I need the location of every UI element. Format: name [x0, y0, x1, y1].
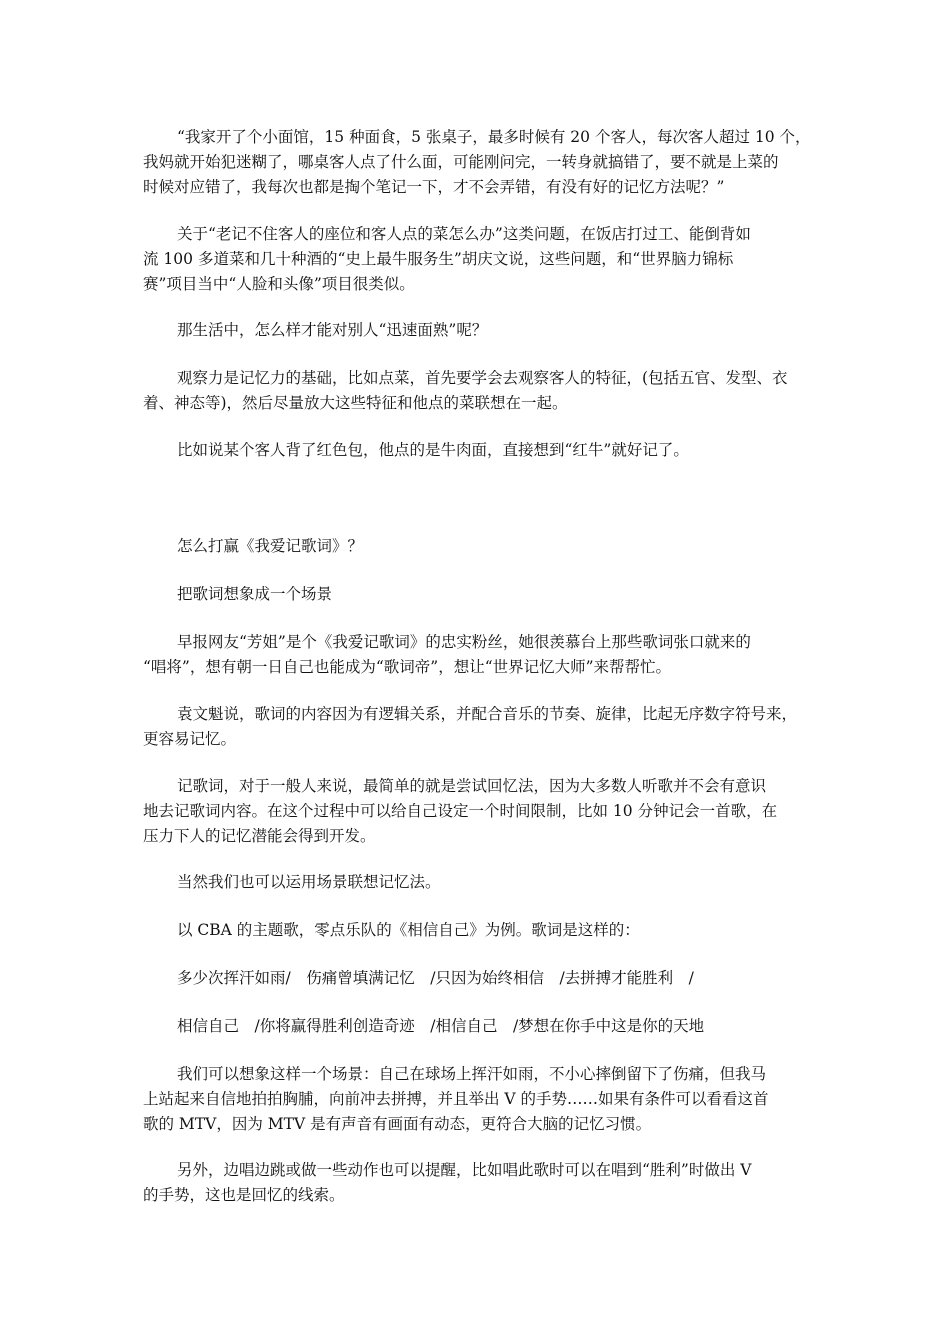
- paragraph-line: 以 CBA 的主题歌，零点乐队的《相信自己》为例。歌词是这样的：: [177, 921, 640, 939]
- paragraph-cba-example: [143, 918, 813, 943]
- paragraph-line: 着、神态等)，然后尽量放大这些特征和他点的菜联想在一起。: [143, 394, 568, 412]
- paragraph-line: 地去记歌词内容。在这个过程中可以给自己设定一个时间限制，比如 10 分钟记会一首歌，在: [143, 802, 778, 820]
- paragraph-red-bull-example: [143, 438, 813, 463]
- paragraph-line: 时候对应错了，我每次也都是掏个笔记一下，才不会弄错，有没有好的记忆方法呢？”: [143, 178, 725, 196]
- paragraph-sing-and-dance: [143, 1158, 813, 1208]
- paragraph-line: 比如说某个客人背了红色包，他点的是牛肉面，直接想到“红牛”就好记了。: [177, 441, 689, 459]
- paragraph-line: 相信自己 /你将赢得胜利创造奇迹 /相信自己 /梦想在你手中这是你的天地: [177, 1017, 705, 1035]
- paragraph-line: 袁文魁说，歌词的内容因为有逻辑关系，并配合音乐的节奏、旋律，比起无序数字符号来，: [177, 705, 798, 723]
- paragraph-line: “我家开了个小面馆，15 种面食，5 张桌子，最多时候有 20 个客人，每次客人超过 10 个，: [177, 128, 811, 146]
- paragraph-yuan-wenkui: [143, 702, 813, 752]
- paragraph-line: 我妈就开始犯迷糊了，哪桌客人点了什么面，可能刚问完，一转身就搞错了，要不就是上菜的: [143, 153, 779, 171]
- paragraph-line: 的手势，这也是回忆的线索。: [143, 1186, 345, 1204]
- paragraph-quick-familiar: [143, 318, 813, 343]
- paragraph-line: 压力下人的记忆潜能会得到开发。: [143, 827, 376, 845]
- paragraph-line: 观察力是记忆力的基础，比如点菜，首先要学会去观察客人的特征，(包括五官、发型、衣: [177, 369, 788, 387]
- paragraph-line: 歌的 MTV，因为 MTV 是有声音有画面有动态，更符合大脑的记忆习惯。: [143, 1115, 652, 1133]
- paragraph-restaurant-question: [143, 125, 813, 200]
- paragraph-line: 那生活中，怎么样才能对别人“迅速面熟”呢？: [177, 321, 488, 339]
- paragraph-line: 另外，边唱边跳或做一些动作也可以提醒，比如唱此歌时可以在唱到“胜利”时做出 V: [177, 1161, 752, 1179]
- section-subheading-scene: [143, 582, 813, 607]
- lyrics-line-2: [143, 1014, 813, 1039]
- paragraph-scene-association: [143, 870, 813, 895]
- paragraph-line: 上站起来自信地拍拍胸脯，向前冲去拼搏，并且举出 V 的手势……如果有条件可以看看这首: [143, 1090, 769, 1108]
- paragraph-line: 早报网友“芳姐”是个《我爱记歌词》的忠实粉丝，她很羡慕台上那些歌词张口就来的: [177, 633, 751, 651]
- section-heading-lyrics: [143, 534, 813, 559]
- paragraph-line: 关于“老记不住客人的座位和客人点的菜怎么办”这类问题，在饭店打过工、能倒背如: [177, 225, 751, 243]
- paragraph-imagine-scene: [143, 1062, 813, 1137]
- paragraph-line: 更容易记忆。: [143, 730, 237, 748]
- paragraph-line: “唱将”，想有朝一日自己也能成为“歌词帝”，想让“世界记忆大师”来帮帮忙。: [143, 658, 672, 676]
- paragraph-line: 记歌词，对于一般人来说，最简单的就是尝试回忆法，因为大多数人听歌并不会有意识: [177, 777, 767, 795]
- paragraph-line: 多少次挥汗如雨/ 伤痛曾填满记忆 /只因为始终相信 /去拼搏才能胜利 /: [177, 969, 694, 987]
- paragraph-fang-jie: [143, 630, 813, 680]
- paragraph-line: 流 100 多道菜和几十种酒的“史上最牛服务生”胡庆文说，这些问题，和“世界脑力锦标: [143, 250, 734, 268]
- paragraph-line: 我们可以想象这样一个场景：自己在球场上挥汗如雨，不小心摔倒留下了伤痛，但我马: [177, 1065, 767, 1083]
- paragraph-line: 怎么打赢《我爱记歌词》？: [177, 537, 364, 555]
- paragraph-line: 把歌词想象成一个场景: [177, 585, 333, 603]
- paragraph-line: 当然我们也可以运用场景联想记忆法。: [177, 873, 441, 891]
- lyrics-line-1: [143, 966, 813, 991]
- paragraph-recall-method: [143, 774, 813, 849]
- paragraph-hu-qingwen: [143, 222, 813, 297]
- paragraph-line: 赛”项目当中“人脸和头像”项目很类似。: [143, 275, 415, 293]
- paragraph-observation: [143, 366, 813, 416]
